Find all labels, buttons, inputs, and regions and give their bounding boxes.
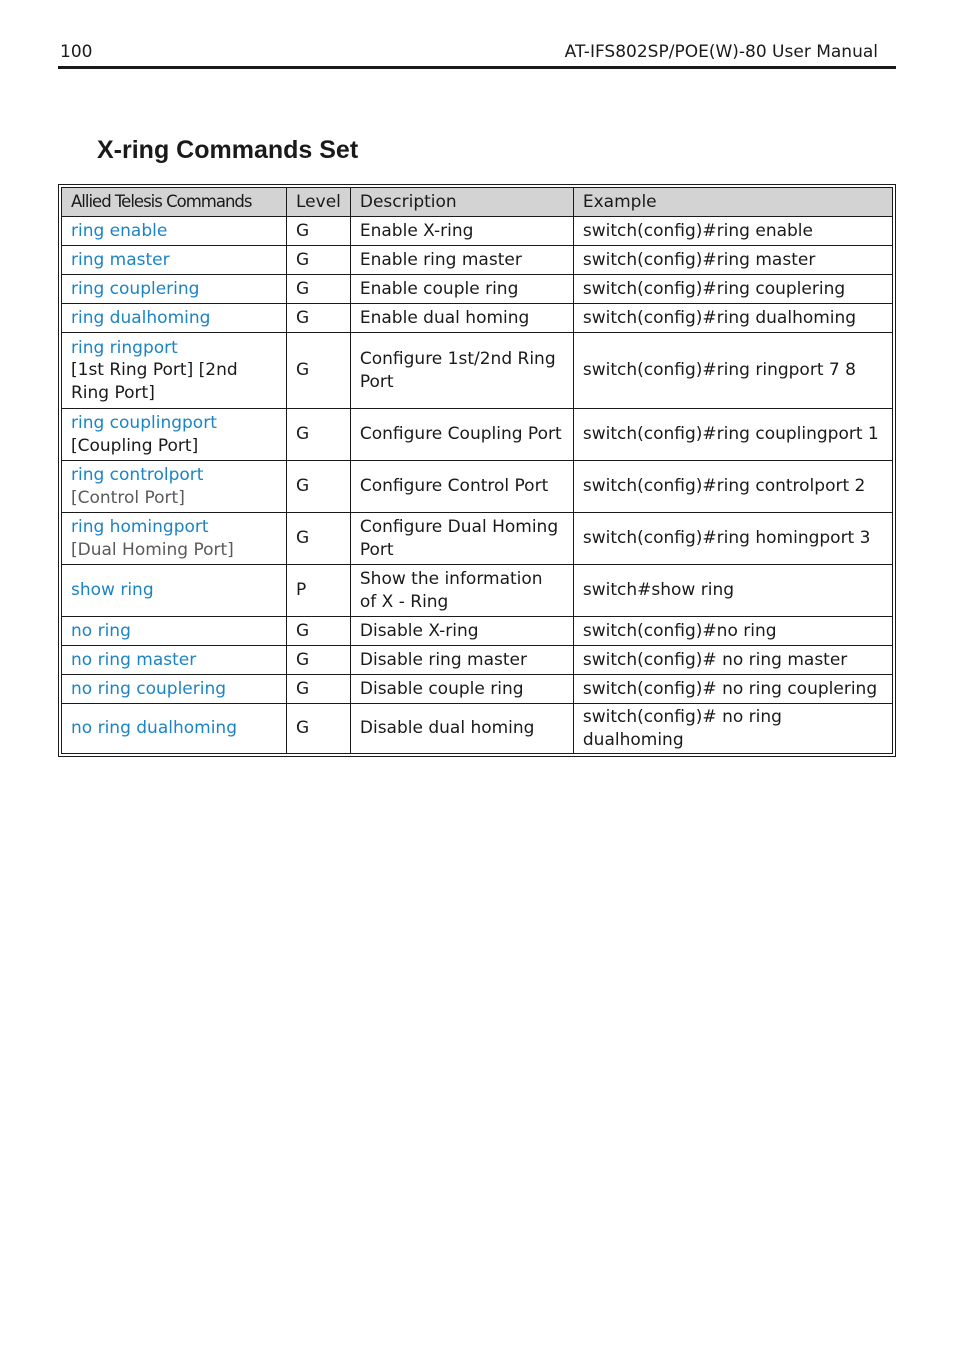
table-row (62, 617, 893, 646)
command-parameter: [Dual Homing Port] (71, 539, 234, 560)
example-cell: switch(config)# no ring dualhoming (573, 704, 892, 754)
table-row (62, 513, 893, 565)
command-name: ring controlport (71, 465, 204, 485)
table-row (62, 461, 893, 513)
command-cell (62, 646, 287, 675)
page-header (58, 41, 896, 69)
level-cell: G (287, 513, 351, 565)
example-cell: switch(config)#ring couplingport 1 (573, 409, 892, 461)
table-row (62, 217, 893, 246)
example-cell: switch(config)# no ring master (573, 646, 892, 675)
column-header-description: Description (350, 188, 573, 217)
command-cell (62, 704, 287, 754)
command-name: ring couplingport (71, 413, 217, 433)
command-name: show ring (71, 580, 154, 601)
command-cell (62, 675, 287, 704)
example-cell: switch#show ring (573, 565, 892, 617)
description-cell: Show the information of X - Ring (350, 565, 573, 617)
command-name: ring master (71, 249, 170, 270)
table-row (62, 704, 893, 754)
command-cell (62, 461, 287, 513)
description-cell: Disable couple ring (350, 675, 573, 704)
example-cell: switch(config)#ring master (573, 246, 892, 275)
table-row (62, 565, 893, 617)
page-number: 100 (60, 42, 93, 62)
command-cell (62, 217, 287, 246)
level-cell: G (287, 617, 351, 646)
command-cell (62, 246, 287, 275)
command-name: ring homingport (71, 517, 209, 537)
level-cell: G (287, 409, 351, 461)
command-cell (62, 513, 287, 565)
level-cell: G (287, 275, 351, 304)
example-cell: switch(config)#no ring (573, 617, 892, 646)
command-cell (62, 304, 287, 333)
manual-title: AT-IFS802SP/POE(W)-80 User Manual (564, 42, 878, 62)
table-header-row (62, 188, 893, 217)
commands-table-frame (58, 184, 896, 757)
example-cell: switch(config)#ring homingport 3 (573, 513, 892, 565)
level-cell: G (287, 704, 351, 754)
command-parameter: [1st Ring Port] [2nd Ring Port] (71, 360, 238, 403)
level-cell: G (287, 333, 351, 409)
description-cell: Enable X-ring (350, 217, 573, 246)
description-cell: Configure Control Port (350, 461, 573, 513)
command-cell (62, 275, 287, 304)
table-row (62, 304, 893, 333)
command-name: ring dualhoming (71, 307, 211, 328)
level-cell: G (287, 217, 351, 246)
table-row (62, 646, 893, 675)
section-title: X-ring Commands Set (97, 136, 359, 164)
example-cell: switch(config)#ring couplering (573, 275, 892, 304)
table-row (62, 409, 893, 461)
description-cell: Configure 1st/2nd Ring Port (350, 333, 573, 409)
command-name: ring ringport (71, 337, 178, 358)
description-cell: Configure Dual Homing Port (350, 513, 573, 565)
description-cell: Disable dual homing (350, 704, 573, 754)
level-cell: G (287, 304, 351, 333)
description-cell: Disable ring master (350, 646, 573, 675)
command-name: ring enable (71, 220, 168, 241)
example-cell: switch(config)# no ring couplering (573, 675, 892, 704)
column-header-level: Level (287, 188, 351, 217)
command-cell (62, 333, 287, 409)
command-name: no ring (71, 620, 131, 641)
table-row (62, 275, 893, 304)
level-cell: P (287, 565, 351, 617)
column-header-commands: Allied Telesis Commands (62, 188, 287, 217)
command-parameter: [Control Port] (71, 487, 185, 508)
level-cell: G (287, 461, 351, 513)
command-name: no ring dualhoming (71, 718, 237, 739)
command-name: ring couplering (71, 278, 200, 299)
example-cell: switch(config)#ring ringport 7 8 (573, 333, 892, 409)
level-cell: G (287, 246, 351, 275)
command-name: no ring master (71, 649, 197, 670)
command-cell (62, 409, 287, 461)
description-cell: Configure Coupling Port (350, 409, 573, 461)
level-cell: G (287, 675, 351, 704)
table-row (62, 246, 893, 275)
command-cell (62, 617, 287, 646)
level-cell: G (287, 646, 351, 675)
example-cell: switch(config)#ring enable (573, 217, 892, 246)
command-name: no ring couplering (71, 678, 227, 699)
description-cell: Enable dual homing (350, 304, 573, 333)
example-cell: switch(config)#ring dualhoming (573, 304, 892, 333)
description-cell: Disable X-ring (350, 617, 573, 646)
column-header-example: Example (573, 188, 892, 217)
table-row (62, 675, 893, 704)
table-row (62, 333, 893, 409)
commands-table (61, 187, 893, 754)
command-cell (62, 565, 287, 617)
example-cell: switch(config)#ring controlport 2 (573, 461, 892, 513)
description-cell: Enable couple ring (350, 275, 573, 304)
command-parameter: [Coupling Port] (71, 435, 199, 456)
description-cell: Enable ring master (350, 246, 573, 275)
